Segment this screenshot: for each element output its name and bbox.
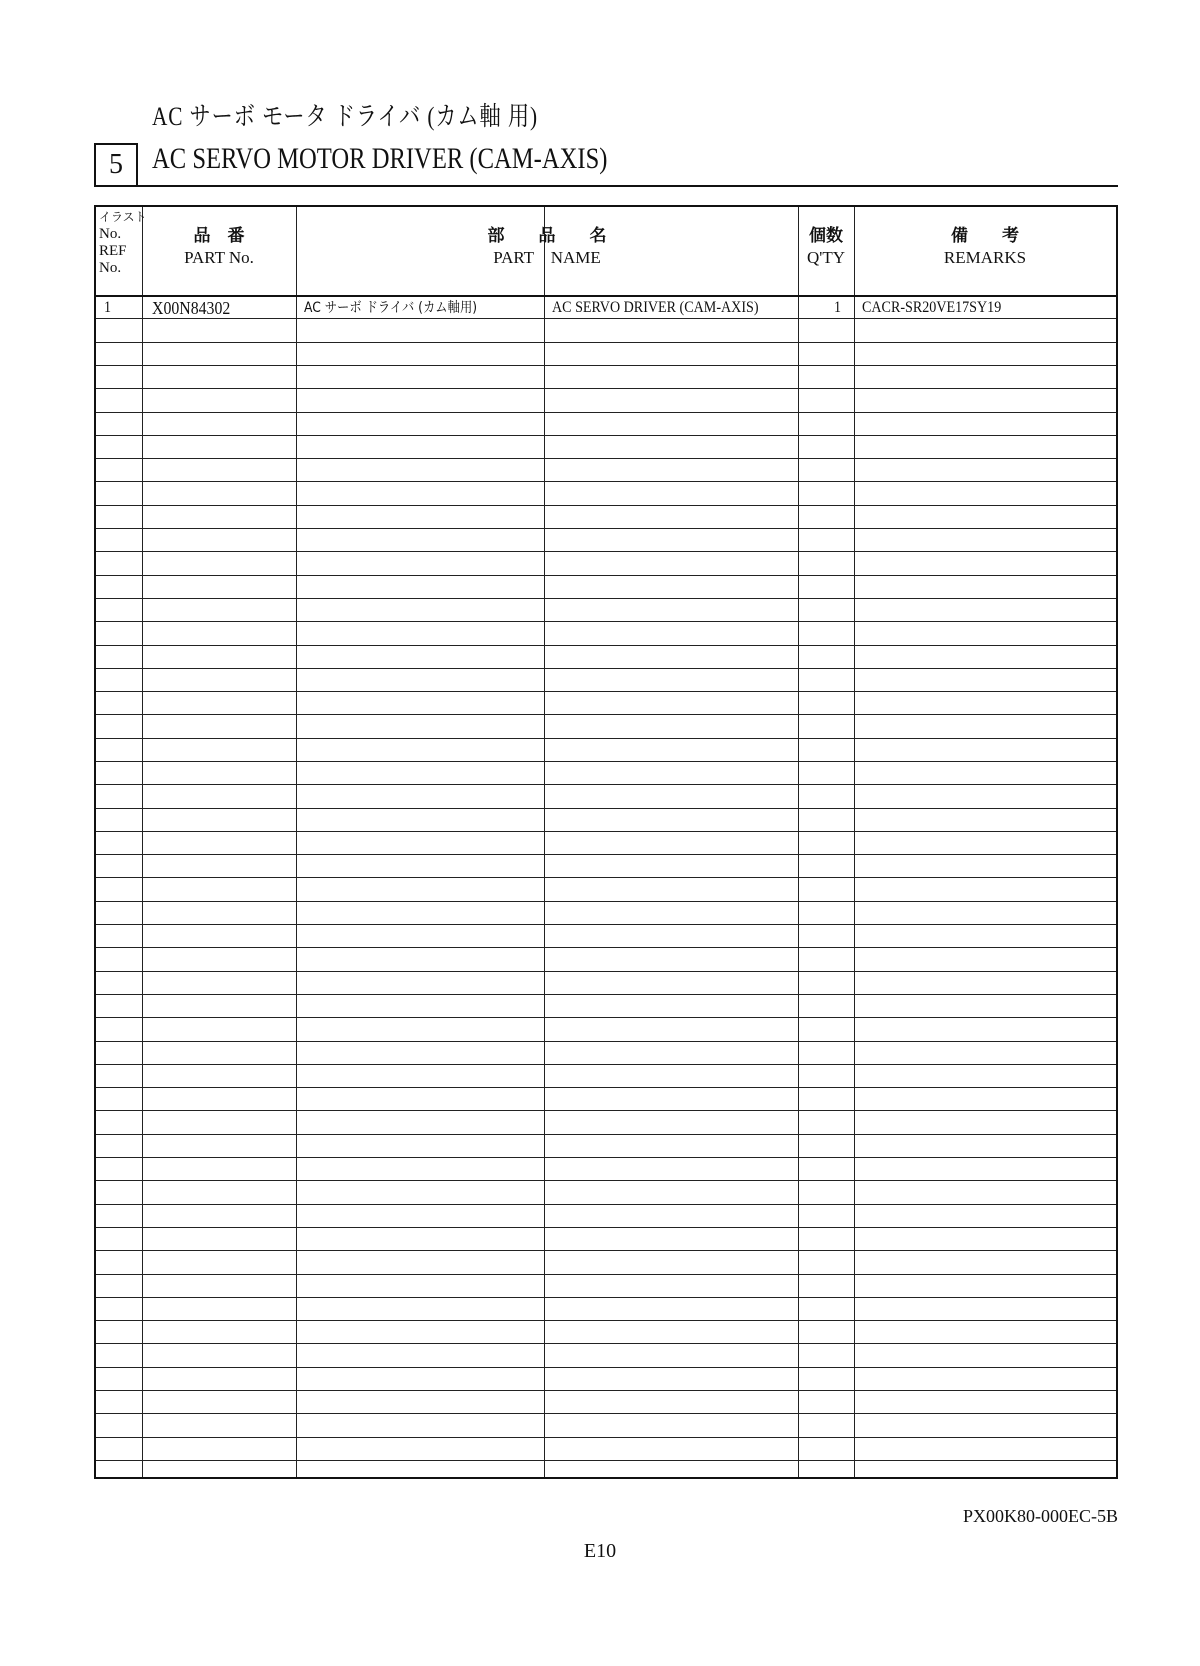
header-part-name-jp: 部 品 名 <box>487 226 607 246</box>
header-part-no-en: PART No. <box>184 248 254 267</box>
row-line <box>96 1157 1116 1158</box>
row-line <box>96 761 1116 762</box>
row-line <box>96 714 1116 715</box>
row-line <box>96 738 1116 739</box>
cell-part-name-jp: AC サーボ ドライバ (カム軸用) <box>304 300 478 316</box>
document-code: PX00K80-000EC-5B <box>962 1506 1118 1526</box>
row-line <box>96 877 1116 878</box>
header-qty <box>798 225 854 269</box>
row-line <box>96 1250 1116 1251</box>
row-line <box>96 1413 1116 1414</box>
row-line <box>96 1390 1116 1391</box>
row-line <box>96 947 1116 948</box>
header-ref-label: REF <box>99 243 127 259</box>
column-divider <box>798 207 799 1477</box>
row-line <box>96 458 1116 459</box>
column-divider <box>854 207 855 1477</box>
row-line <box>96 1227 1116 1228</box>
row-line <box>96 808 1116 809</box>
header-part-no <box>142 225 296 269</box>
row-line <box>96 412 1116 413</box>
row-line <box>96 528 1116 529</box>
row-line <box>96 1297 1116 1298</box>
row-line <box>96 598 1116 599</box>
row-line <box>96 435 1116 436</box>
title-english: AC SERVO MOTOR DRIVER (CAM-AXIS) <box>152 142 608 175</box>
header-ref-label: イラスト <box>99 210 147 224</box>
row-line <box>96 668 1116 669</box>
row-line <box>96 1180 1116 1181</box>
row-line <box>96 854 1116 855</box>
column-divider <box>296 207 297 1477</box>
parts-table <box>94 205 1118 1479</box>
header-part-name-en: PART NAME <box>493 248 601 267</box>
row-line <box>96 784 1116 785</box>
row-line <box>96 645 1116 646</box>
row-line <box>96 1134 1116 1135</box>
row-line <box>96 505 1116 506</box>
row-line <box>96 342 1116 343</box>
row-line <box>96 575 1116 576</box>
row-line <box>96 1064 1116 1065</box>
row-line <box>96 1274 1116 1275</box>
header-remarks-jp: 備 考 <box>951 226 1019 246</box>
row-line <box>96 1017 1116 1018</box>
row-line <box>96 901 1116 902</box>
cell-part-no: X00N84302 <box>152 298 231 318</box>
column-divider <box>544 207 545 1477</box>
row-line <box>96 971 1116 972</box>
row-line <box>96 831 1116 832</box>
row-line <box>96 551 1116 552</box>
row-line <box>96 1041 1116 1042</box>
header-ref-label: No. <box>99 226 122 242</box>
cell-qty: 1 <box>834 299 842 316</box>
row-line <box>96 1204 1116 1205</box>
row-line <box>96 481 1116 482</box>
row-line <box>96 388 1116 389</box>
row-line <box>96 318 1116 319</box>
header-ref-label: No. <box>99 260 122 276</box>
row-line <box>96 1437 1116 1438</box>
title-japanese: AC サーボ モータ ドライバ (カム軸 用) <box>152 102 538 131</box>
row-line <box>96 924 1116 925</box>
row-line <box>96 1320 1116 1321</box>
row-line <box>96 365 1116 366</box>
header-ref-no <box>99 209 147 277</box>
row-line <box>96 1343 1116 1344</box>
cell-ref: 1 <box>104 299 112 316</box>
header-remarks <box>854 225 1116 269</box>
header-qty-jp: 個数 <box>809 226 843 246</box>
title-underline <box>94 185 1118 187</box>
row-line <box>96 621 1116 622</box>
header-qty-en: Q'TY <box>806 248 845 267</box>
cell-remarks: CACR-SR20VE17SY19 <box>862 299 1002 316</box>
header-part-name <box>296 225 798 269</box>
cell-part-name-en: AC SERVO DRIVER (CAM-AXIS) <box>552 299 759 316</box>
row-line <box>96 691 1116 692</box>
row-line <box>96 1460 1116 1461</box>
row-line <box>96 1367 1116 1368</box>
row-line <box>96 1110 1116 1111</box>
row-line <box>96 994 1116 995</box>
column-divider <box>142 207 143 1477</box>
section-number-box: 5 <box>94 143 138 187</box>
page-number: E10 <box>583 1540 617 1562</box>
header-part-no-jp: 品 番 <box>193 226 245 246</box>
row-line <box>96 1087 1116 1088</box>
header-remarks-en: REMARKS <box>943 248 1027 267</box>
